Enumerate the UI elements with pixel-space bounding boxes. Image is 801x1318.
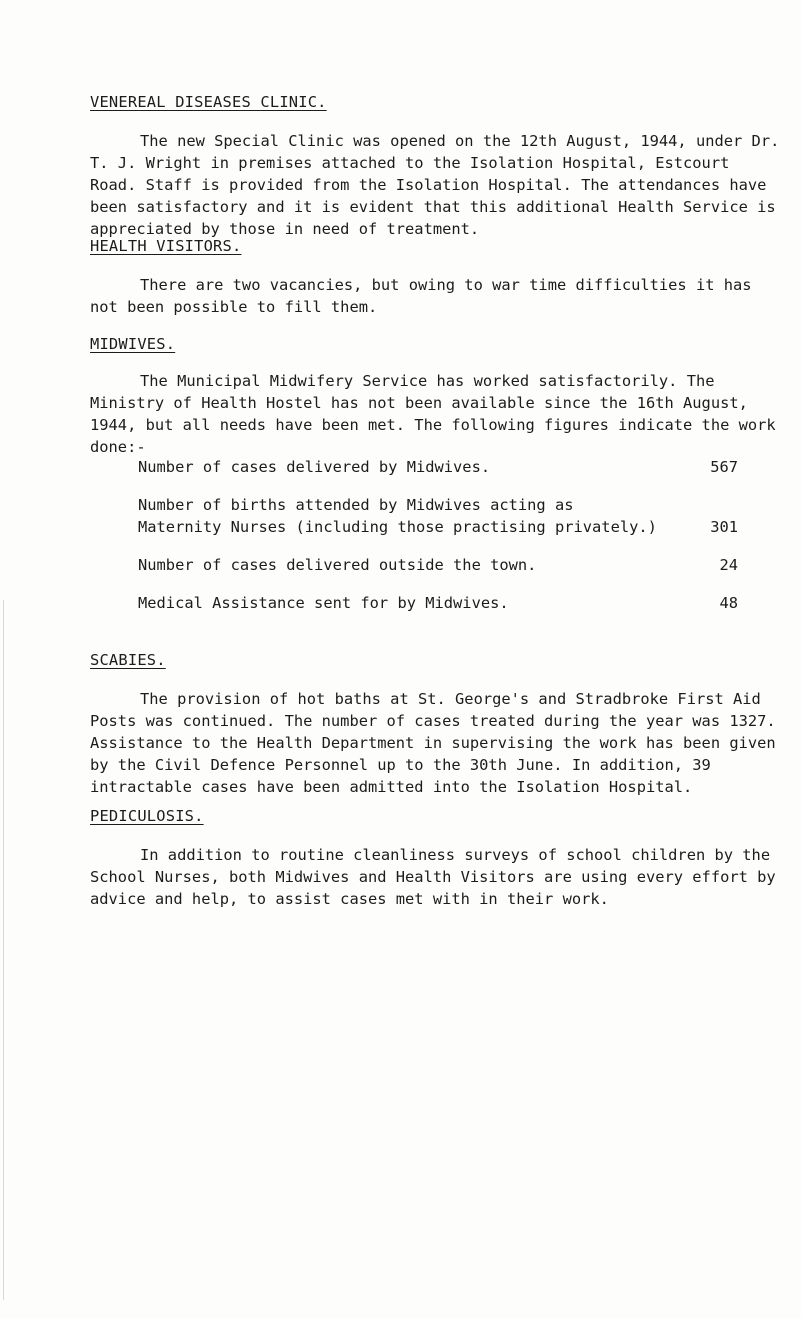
midwives-paragraph: The Municipal Midwifery Service has worked satisfactorily. The Ministry of Health Hostel has not been available since the 16th August, 1944, but all needs have been met. The following figures indicate the work done:-: [90, 372, 776, 456]
stat-row-medical-assistance: [138, 592, 738, 614]
stat-value: 48: [719, 594, 738, 612]
midwives-heading: MIDWIVES.: [90, 335, 176, 353]
health-visitors-heading: HEALTH VISITORS.: [90, 237, 242, 255]
stat-label: Number of cases delivered outside the town.: [138, 556, 537, 574]
stat-label: Number of cases delivered by Midwives.: [138, 458, 491, 476]
stat-value: 24: [719, 556, 738, 574]
stat-value: 567: [710, 458, 738, 476]
stat-row-births-attended: [138, 494, 738, 538]
stat-label: Medical Assistance sent for by Midwives.: [138, 594, 509, 612]
stat-row-outside-town: [138, 554, 738, 576]
scabies-heading: SCABIES.: [90, 651, 166, 669]
venereal-clinic-paragraph: The new Special Clinic was opened on the 12th August, 1944, under Dr. T. J. Wright in premises attached to the Isolation Hospital, Estcourt Road. Staff is provided from the Isolation Hospital. The attendances have been satisfactory and it is evident that this additional Health Service is appreciated by those in need of treatment.: [90, 132, 780, 238]
stat-value: 301: [710, 518, 738, 536]
stat-label: Number of births attended by Midwives acting as Maternity Nurses (including those practising privately.): [138, 496, 657, 536]
pediculosis-paragraph: In addition to routine cleanliness surveys of school children by the School Nurses, both Midwives and Health Visitors are using every effort by advice and help, to assist cases met with in their work.: [90, 846, 776, 908]
stat-row-cases-delivered: [138, 456, 738, 478]
venereal-clinic-heading: VENEREAL DISEASES CLINIC.: [90, 93, 327, 111]
scabies-paragraph: The provision of hot baths at St. George's and Stradbroke First Aid Posts was continued. The number of cases treated during the year was 1327. Assistance to the Health Department in supervising the work has been given by the Civil Defence Personnel up to the 30th June. In addition, 39 intractable cases have been admitted into the Isolation Hospital.: [90, 690, 776, 796]
midwives-statistics: [138, 456, 738, 614]
scan-edge-line: [3, 600, 4, 1300]
health-visitors-paragraph: There are two vacancies, but owing to war time difficulties it has not been possible to fill them.: [90, 276, 752, 316]
pediculosis-heading: PEDICULOSIS.: [90, 807, 204, 825]
